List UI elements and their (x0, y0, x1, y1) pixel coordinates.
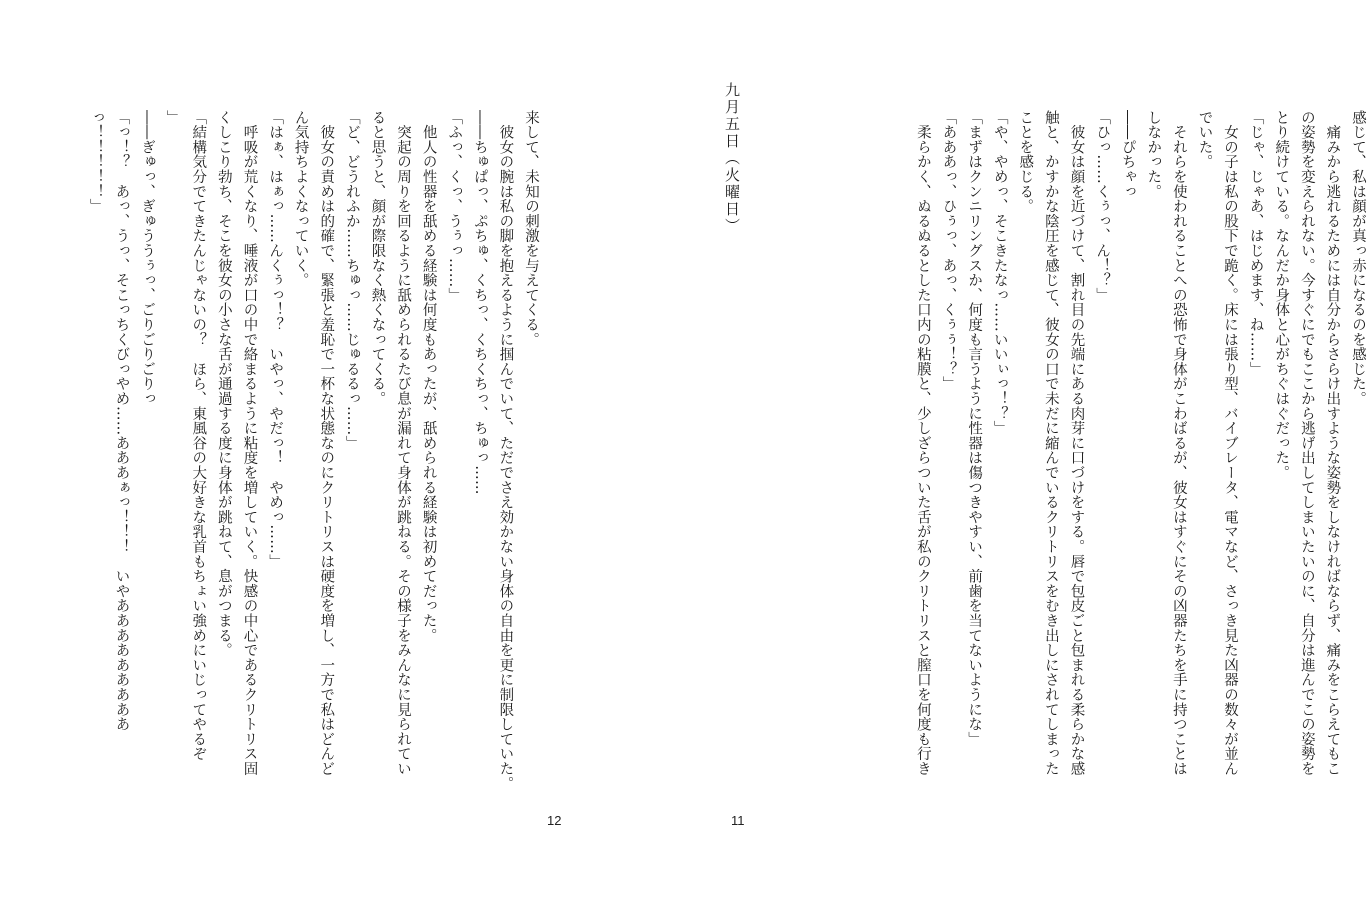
text-line: ん気持ちよくなっていく。 (292, 110, 309, 288)
text-line: ると思うと、顔が際限なく熱くなってくる。 (369, 110, 386, 406)
text-line: 感じて、私は顔が真っ赤になるのを感じた。 (1350, 110, 1366, 406)
page-number-right: 11 (731, 813, 745, 828)
text-line: 突起の周りを回るように舐められるたび息が漏れて身体が跳ねる。その様子をみんなに見られてい (395, 110, 412, 776)
text-line: 「まずはクンニリングスか、何度も言うように性器は傷つきやすい、前歯を当てないようにな」 (966, 110, 983, 747)
text-line: 彼女の責めは的確で、緊張と羞恥で一杯な状態なのにクリトリスは硬度を増し、一方で私はどんど (318, 110, 335, 776)
text-line: しなかった。 (1145, 110, 1162, 199)
left-page-text (87, 110, 543, 810)
text-line: 「っ！？ あっ、うっ、そこっちくびっやめ……あああぁっ！！！ いやあああああああああ (113, 110, 130, 732)
text-line: ――ちゅぱっ、ぷちゅ、くちっ、くちくちっ、ちゅっ…… (471, 110, 488, 495)
text-line: 「結構気分でてきたんじゃないの？ ほら、東風谷の大好きな乳首もちょい強めにいじってやるぞ (190, 110, 207, 762)
text-line: 「ひっ……くぅっ、ん！？」 (1094, 110, 1111, 303)
text-line: っ！！！！！」 (87, 110, 104, 214)
text-line: 「ふっ、くっ、うぅっ……」 (446, 110, 463, 303)
text-line: 「じゃ、じゃあ、はじめます、ね……」 (1247, 110, 1264, 377)
text-line: 「ど、どうれふか……ちゅっ……じゅるるっ……」 (343, 110, 360, 451)
text-line: 他人の性器を舐める経験は何度もあったが、舐められる経験は初めてだった。 (420, 110, 437, 643)
page-number-left: 12 (547, 813, 562, 828)
text-line: ――ぎゅっ、ぎゅううぅっ、ごりごりごりっ (139, 110, 156, 406)
text-line: 痛みから逃れるためには自分からさらけ出すような姿勢をしなければならず、痛みをこらえてもこ (1324, 110, 1341, 776)
text-line: 彼女の腕は私の脚を抱えるように掴んでいて、ただでさえ効かない身体の自由を更に制限していた。 (497, 110, 514, 791)
text-line: くしこり勃ち、そこを彼女の小さな舌が通過する度に身体が跳ねて、息がつまる。 (215, 110, 232, 658)
text-line: 女の子は私の股下で跪く。床には張り型、バイブレータ、電マなど、さっき見た凶器の数々が並ん (1222, 110, 1239, 776)
text-line: 「や、やめっ、そこきたなっ……いいぃっ！？」 (991, 110, 1008, 436)
text-line: ことを感じる。 (1017, 110, 1034, 214)
text-line: 「あああっ、ひぅっ、あっ、くぅぅ！？」 (940, 110, 957, 392)
chapter-heading: 九月五日（火曜日） (723, 82, 741, 235)
text-line: とり続けている。なんだか身体と心がちぐはぐだった。 (1273, 110, 1290, 480)
text-line: 触と、かすかな陰圧を感じて、彼女の口で未だに縮んでいるクリトリスをむき出しにされてしまった (1042, 110, 1059, 776)
text-line: 呼吸が荒くなり、唾液が口の中で絡まるように粘度を増していく。快感の中心であるクリトリス固 (241, 110, 258, 776)
text-line: 「はぁ、はぁっ……んくぅっ！？ いやっ、やだっ！ やめっ……」 (267, 110, 284, 569)
text-line: でいた。 (1196, 110, 1213, 170)
text-line: 」 (164, 110, 181, 125)
text-line: ――ぴちゃっ (1119, 110, 1136, 199)
text-line: 彼女は顔を近づけて、割れ目の先端にある肉芽に口づけをする。唇で包皮ごと包まれる柔らかな感 (1068, 110, 1085, 776)
text-line: 柔らかく、ぬるぬるとした口内の粘膜と、少しざらついた舌が私のクリトリスと膣口を何度も行き (914, 110, 931, 776)
text-line: 来して、未知の刺激を与えてくる。 (523, 110, 539, 347)
text-line: の姿勢を変えられない。今すぐにでもここから逃げ出してしまいたいのに、自分は進んでこの姿勢を (1298, 110, 1315, 776)
text-line: それらを使われることへの恐怖で身体がこわばるが、彼女はすぐにその凶器たちを手に持つことは (1170, 110, 1187, 776)
